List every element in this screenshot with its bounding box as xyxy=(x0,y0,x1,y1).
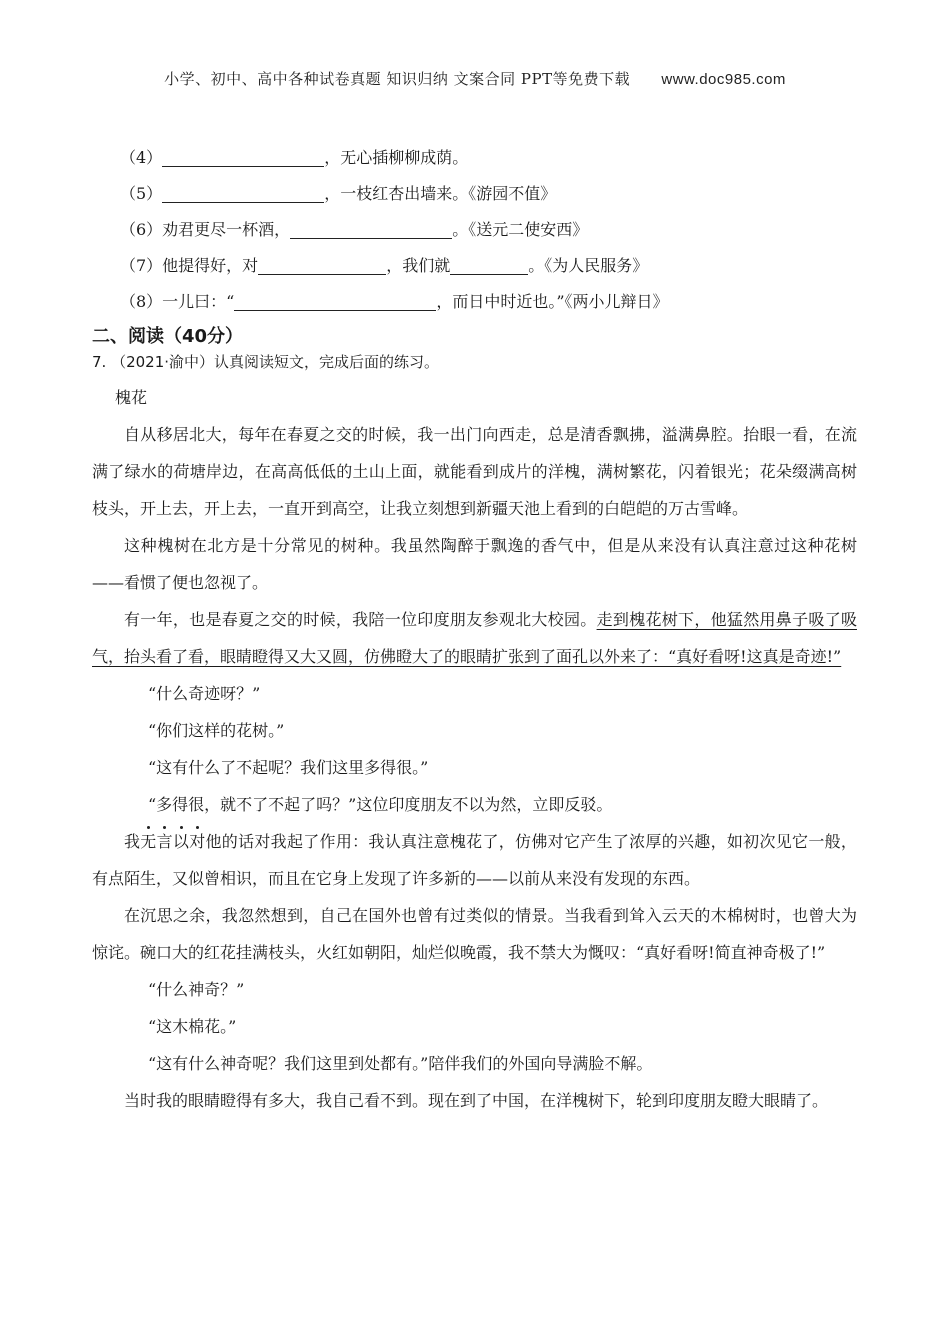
page-header xyxy=(0,68,950,89)
emphasis-dotted-char: 以 xyxy=(172,832,190,851)
fill-item-suffix: 。《为人民服务》 xyxy=(528,256,649,275)
paragraph: 当时我的眼睛瞪得有多大，我自己看不到。现在到了中国，在洋槐树下，轮到印度朋友瞪大眼睛了。 xyxy=(124,1091,829,1110)
fill-item-4 xyxy=(120,140,669,176)
header-url[interactable]: www.doc985.com xyxy=(661,71,786,88)
emphasis-dotted-char: 言 xyxy=(156,832,173,851)
answer-blank[interactable] xyxy=(450,254,528,275)
dialogue-line: “你们这样的花树。” xyxy=(148,721,285,740)
paragraph: 这种槐树在北方是十分常见的树种。我虽然陶醉于飘逸的香气中，但是从来没有认真注意过这种花树——看惯了便也忽视了。 xyxy=(92,536,857,592)
fill-item-prefix: （7）他提得好，对 xyxy=(120,256,259,275)
emphasis-dotted-char: 无 xyxy=(140,832,157,851)
answer-blank[interactable] xyxy=(162,182,324,203)
dialogue-line: “这木棉花。” xyxy=(148,1017,237,1036)
answer-blank[interactable] xyxy=(234,290,436,311)
fill-item-middle: ，我们就 xyxy=(386,256,451,275)
question-prompt: 7. （2021·渝中）认真阅读短文，完成后面的练习。 xyxy=(92,353,440,371)
paragraph: 自从移居北大，每年在春夏之交的时候，我一出门向西走，总是清香飘拂，溢满鼻腔。抬眼一看，在流满了绿水的荷塘岸边，在高高低低的土山上面，就能看到成片的洋槐，满树繁花，闪着银光；花朵缀满高树枝头，开上去，开上去，一直开到高空，让我立刻想到新疆天池上看到的白皑皑的万古雪峰。 xyxy=(92,425,857,518)
fill-in-blank-list xyxy=(120,140,669,320)
fill-item-7 xyxy=(120,248,669,284)
fill-item-prefix: （4） xyxy=(120,148,163,167)
fill-item-8 xyxy=(120,284,669,320)
fill-item-suffix: ，一枝红杏出墙来。《游园不值》 xyxy=(324,184,557,203)
fill-item-suffix: 。《送元二使安西》 xyxy=(452,220,589,239)
paragraph: 在沉思之余，我忽然想到，自己在国外也曾有过类似的情景。当我看到耸入云天的木棉树时，也曾大为惊诧。碗口大的红花挂满枝头，火红如朝阳，灿烂似晚霞，我不禁大为慨叹：“真好看呀!简直神奇极了!” xyxy=(92,906,857,962)
dialogue-line: “什么神奇？” xyxy=(148,980,245,999)
fill-item-6 xyxy=(120,212,669,248)
dialogue-line: “这有什么了不起呢？我们这里多得很。” xyxy=(148,758,429,777)
fill-item-suffix: ，而日中时近也。”《两小儿辩日》 xyxy=(436,292,669,311)
header-text: 小学、初中、高中各种试卷真题 知识归纳 文案合同 PPT等免费下载 xyxy=(164,70,631,88)
reading-passage xyxy=(92,416,857,1119)
emphasis-dotted-char: 对 xyxy=(189,832,206,851)
fill-item-suffix: ，无心插柳柳成荫。 xyxy=(324,148,469,167)
section-title: 二、阅读（40分） xyxy=(92,326,244,347)
fill-item-5 xyxy=(120,176,669,212)
dialogue-line: “这有什么神奇呢？我们这里到处都有。”陪伴我们的外国向导满脸不解。 xyxy=(148,1054,653,1073)
paragraph xyxy=(92,823,857,897)
fill-item-prefix: （5） xyxy=(120,184,163,203)
answer-blank[interactable] xyxy=(258,254,386,275)
paragraph-text: 有一年，也是春夏之交的时候，我陪一位印度朋友参观北大校园。 xyxy=(124,610,597,629)
passage-title: 槐花 xyxy=(115,388,148,407)
dialogue-line: “多得很，就不了不起了吗？”这位印度朋友不以为然，立即反驳。 xyxy=(148,795,613,814)
answer-blank[interactable] xyxy=(290,218,452,239)
dialogue-line: “什么奇迹呀？” xyxy=(148,684,261,703)
answer-blank[interactable] xyxy=(162,146,324,167)
paragraph-text: 他的话对我起了作用：我认真注意槐花了，仿佛对它产生了浓厚的兴趣，如初次见它一般，有点陌生，又似曾相识，而且在它身上发现了许多新的——以前从来没有发现的东西。 xyxy=(92,832,857,888)
paragraph-text: 我 xyxy=(124,832,141,851)
fill-item-prefix: （8）一儿曰：“ xyxy=(120,292,235,311)
underlined-sentence: 走到槐花树下，他猛然用鼻子吸了吸气，抬头看了看，眼睛瞪得又大又圆，仿佛瞪大了的眼睛扩张到了面孔以外来了：“真好看呀!这真是奇迹!” xyxy=(92,610,857,666)
fill-item-prefix: （6）劝君更尽一杯酒， xyxy=(120,220,291,239)
paragraph xyxy=(92,601,857,675)
